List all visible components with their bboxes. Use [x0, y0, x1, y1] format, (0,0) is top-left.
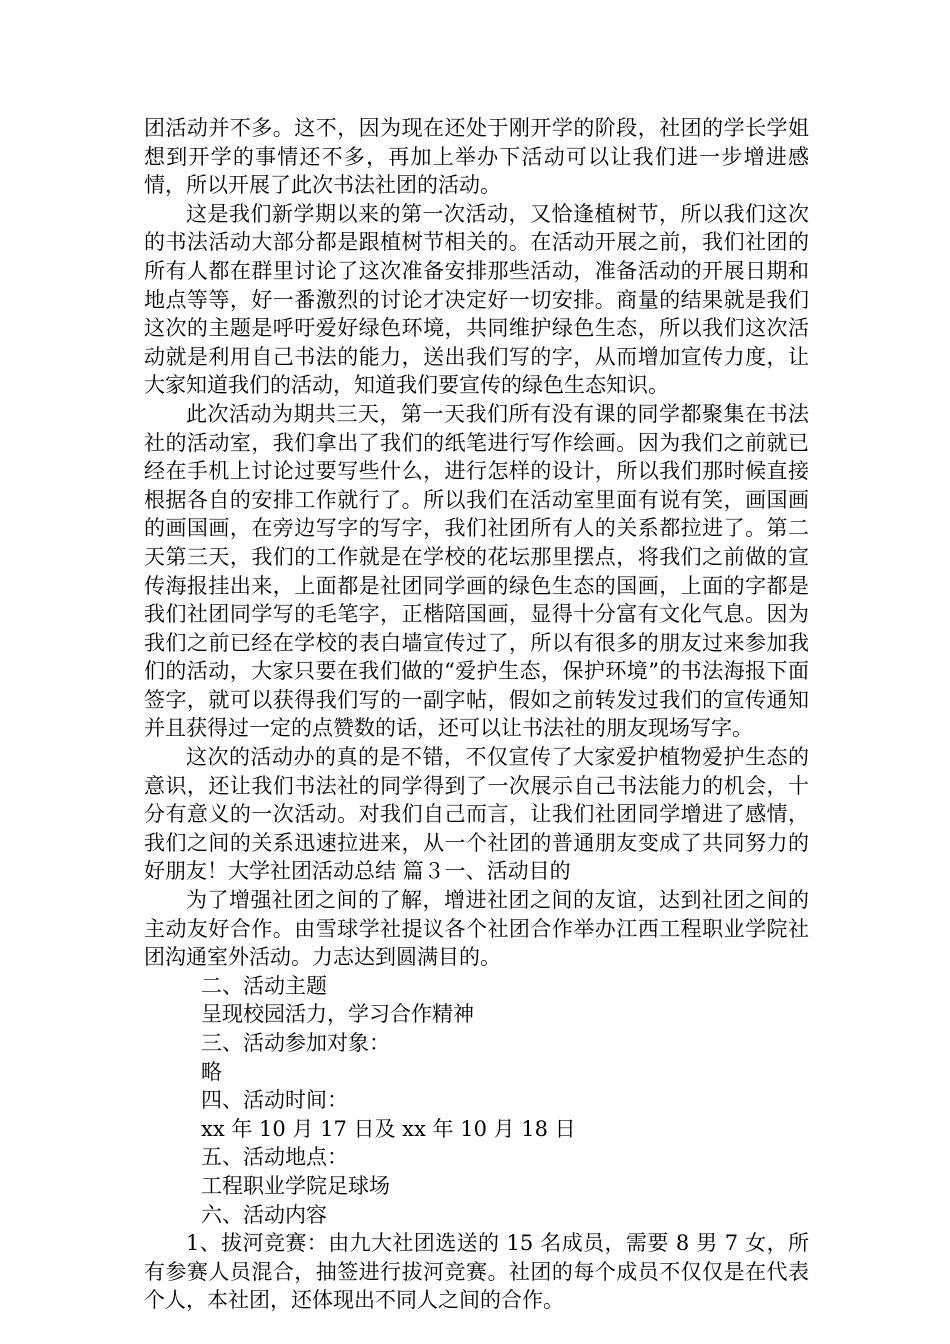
text-activity-location: 工程职业学院足球场: [201, 1173, 390, 1198]
document-body: [144, 114, 809, 1315]
paragraph-first-activity: 这是我们新学期以来的第一次活动，又恰逢植树节，所以我们这次的书法活动大部分都是跟植树节相关的。在活动开展之前，我们社团的所有人都在群里讨论了这次准备安排那些活动，准备活动的开展日期和地点等等，好一番激烈的讨论才决定好一切安排。商量的结果就是我们这次的主题是呼吁爱好绿色环境，共同维护绿色生态，所以我们这次活动就是利用自己书法的能力，送出我们写的字，从而增加宣传力度，让大家知道我们的活动，知道我们要宣传的绿色生态知识。: [144, 201, 809, 398]
paragraph-continuation: 团活动并不多。这不，因为现在还处于刚开学的阶段，社团的学长学姐想到开学的事情还不多，再加上举办下活动可以让我们进一步增进感情，所以开展了此次书法社团的活动。: [144, 116, 809, 198]
text-participants: 略: [201, 1059, 222, 1084]
text-activity-time: xx 年 10 月 17 日及 xx 年 10 月 18 日: [201, 1116, 576, 1141]
heading-activity-location: 五、活动地点：: [201, 1145, 348, 1170]
paragraph-activity-summary: 这次的活动办的真的是不错，不仅宣传了大家爱护植物爱护生态的意识，还让我们书法社的同学得到了一次展示自己书法能力的机会，十分有意义的一次活动。对我们自己而言，让我们社团同学增进了感情，我们之间的关系迅速拉进来，从一个社团的普通朋友变成了共同努力的好朋友！大学社团活动总结 篇３一、活动目的: [144, 745, 809, 884]
text-activity-theme: 呈现校园活力，学习合作精神: [201, 1002, 474, 1027]
paragraph-activity-purpose: 为了增强社团之间的了解，增进社团之间的友谊，达到社团之间的主动友好合作。由雪球学社提议各个社团合作举办江西工程职业学院社团沟通室外活动。力志达到圆满目的。: [144, 888, 809, 970]
paragraph-activity-schedule: 此次活动为期共三天，第一天我们所有没有课的同学都聚集在书法社的活动室，我们拿出了我们的纸笔进行写作绘画。因为我们之前就已经在手机上讨论过要写些什么，进行怎样的设计，所以我们那时候直接根据各自的安排工作就行了。所以我们在活动室里面有说有笑，画国画的画国画，在旁边写字的写字，我们社团所有人的关系都拉进了。第二天第三天，我们的工作就是在学校的花坛那里摆点，将我们之前做的宣传海报挂出来，上面都是社团同学画的绿色生态的国画，上面的字都是我们社团同学写的毛笔字，正楷陪国画，显得十分富有文化气息。因为我们之前已经在学校的表白墙宣传过了，所以有很多的朋友过来参加我们的活动，大家只要在我们做的“爱护生态，保护环境”的书法海报下面签字，就可以获得我们写的一副字帖，假如之前转发过我们的宣传通知并且获得过一定的点赞数的话，还可以让书法社的朋友现场写字。: [144, 401, 809, 741]
paragraph-tug-of-war: 1、拔河竞赛：由九大社团选送的 15 名成员，需要 8 男 7 女，所有参赛人员混合，抽签进行拔河竞赛。社团的每个成员不仅仅是在代表个人，本社团，还体现出不同人之间的合作。: [144, 1231, 809, 1313]
heading-activity-time: 四、活动时间：: [201, 1088, 348, 1113]
heading-activity-content: 六、活动内容: [201, 1202, 327, 1227]
heading-activity-theme: 二、活动主题: [201, 973, 327, 998]
heading-participants: 三、活动参加对象：: [201, 1031, 390, 1055]
